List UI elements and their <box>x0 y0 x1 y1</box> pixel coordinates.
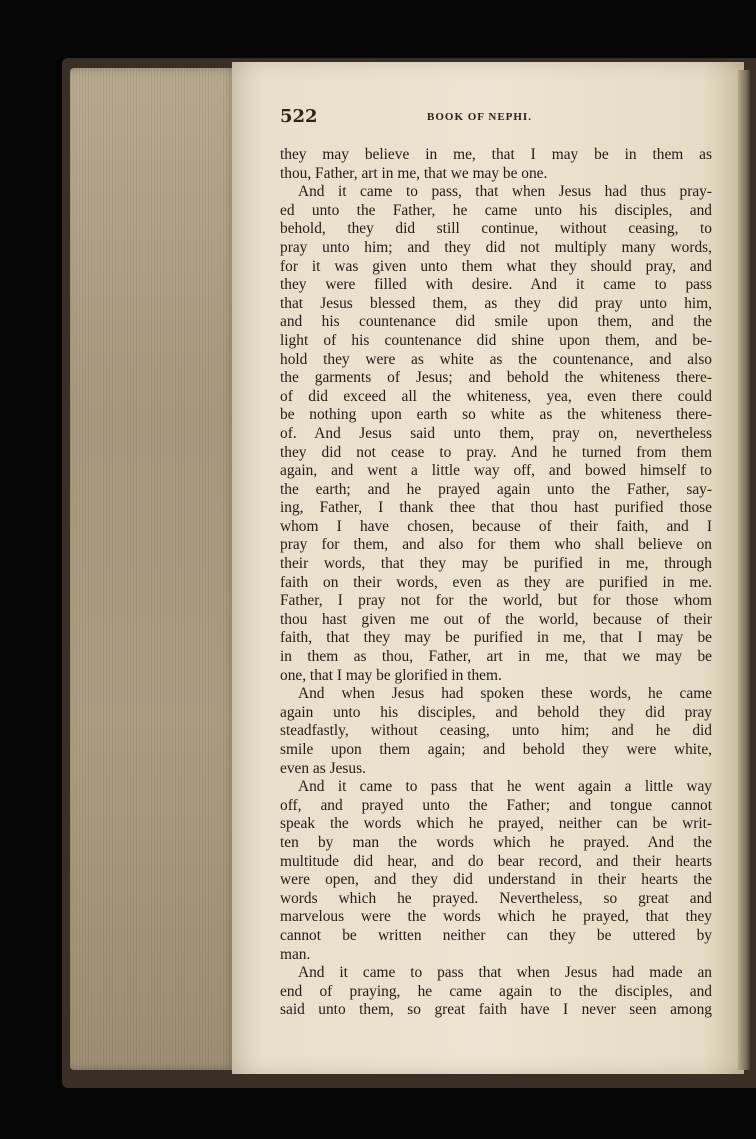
text-line: the earth; and he prayed again unto the Father, say- <box>280 480 712 498</box>
text-line: ten by man the words which he prayed. And the <box>280 833 712 851</box>
text-line: be nothing upon earth so white as the whiteness there- <box>280 406 712 424</box>
text-line: for it was given unto them what they should pray, and <box>280 257 712 275</box>
text-line: thou, Father, art in me, that we may be one. <box>280 164 548 182</box>
text-line: of. And Jesus said unto them, pray on, nevertheless <box>280 424 712 442</box>
page-number: 522 <box>280 106 318 127</box>
text-line: their words, that they may be purified in me, through <box>280 555 712 573</box>
text-line: one, that I may be glorified in them. <box>280 666 502 684</box>
text-line: they may believe in me, that I may be in them as <box>280 146 712 163</box>
text-line: they were filled with desire. And it came to pass <box>280 276 712 294</box>
text-line: they did not cease to pray. And he turned from them <box>280 443 712 461</box>
text-line: hold they were as white as the countenance, and also <box>280 350 712 368</box>
text-line: smile upon them again; and behold they were white, <box>280 741 712 758</box>
page-header <box>280 106 712 130</box>
text-line: ed unto the Father, he came unto his disciples, and <box>280 201 712 219</box>
text-line: faith on their words, even as they are purified in me. <box>280 573 712 591</box>
text-line: pray unto him; and they did not multiply many words, <box>280 238 712 256</box>
page-gutter <box>738 70 752 1070</box>
text-line: marvelous were the words which he prayed, that they <box>280 908 712 926</box>
text-line: And it came to pass that when Jesus had made an <box>298 964 712 982</box>
text-line: ing, Father, I thank thee that thou hast purified those <box>280 499 712 517</box>
text-line: whom I have chosen, because of their faith, and I <box>280 517 712 535</box>
text-line: the garments of Jesus; and behold the whiteness there- <box>280 369 712 387</box>
body-text <box>280 146 712 1020</box>
text-line: again unto his disciples, and behold they did pray <box>280 703 712 721</box>
text-line: multitude did hear, and do bear record, and their hearts <box>280 852 712 870</box>
text-line: pray for them, and also for them who shall believe on <box>280 536 712 554</box>
text-line: man. <box>280 945 311 963</box>
text-line: were open, and they did understand in their hearts the <box>280 871 712 889</box>
text-line: even as Jesus. <box>280 759 366 777</box>
text-line: Father, I pray not for the world, but for those whom <box>280 592 712 610</box>
text-line: words which he prayed. Nevertheless, so great and <box>280 889 712 907</box>
text-line: steadfastly, without ceasing, unto him; and he did <box>280 722 712 740</box>
text-line: off, and prayed unto the Father; and tongue cannot <box>280 796 712 814</box>
text-line: And it came to pass that he went again a little way <box>298 778 712 796</box>
text-line: in them as thou, Father, art in me, that we may be <box>280 648 712 666</box>
text-line: speak the words which he prayed, neither can be writ- <box>280 815 712 833</box>
running-head: BOOK OF NEPHI. <box>427 111 532 123</box>
text-line: behold, they did still continue, without ceasing, to <box>280 220 712 238</box>
text-line: that Jesus blessed them, as they did pray unto him, <box>280 294 712 312</box>
text-line: cannot be written neither can they be uttered by <box>280 926 712 944</box>
text-line: said unto them, so great faith have I never seen among <box>280 1001 712 1019</box>
text-line: thou hast given me out of the world, because of their <box>280 610 712 628</box>
page-edges <box>70 68 238 1070</box>
text-line: again, and went a little way off, and bowed himself to <box>280 462 712 480</box>
text-line: And when Jesus had spoken these words, he came <box>298 685 712 703</box>
text-line: end of praying, he came again to the disciples, and <box>280 982 712 1000</box>
text-line: and his countenance did smile upon them, and the <box>280 313 712 331</box>
text-line: And it came to pass, that when Jesus had thus pray- <box>298 183 712 201</box>
text-line: of did exceed all the whiteness, yea, even there could <box>280 387 712 405</box>
text-line: faith, that they may be purified in me, that I may be <box>280 629 712 647</box>
text-line: light of his countenance did shine upon them, and be- <box>280 331 712 349</box>
